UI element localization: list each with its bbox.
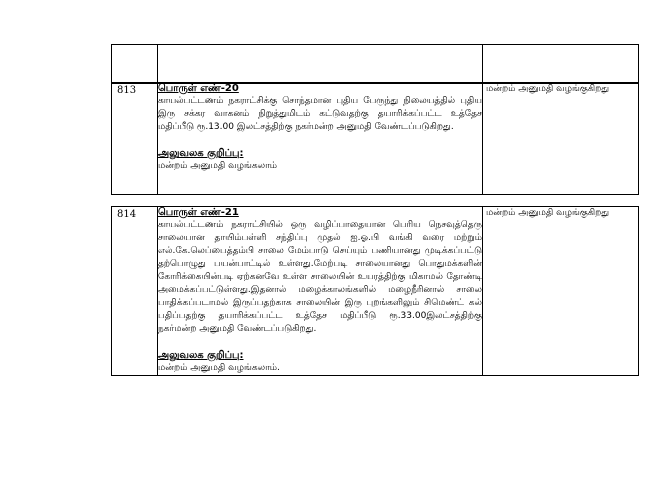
resolution-body-cell [158,207,483,376]
decision-cell [483,83,639,195]
council-decision: மன்றம் அனுமதி வழங்குகிறது [486,208,610,218]
table-row [112,83,639,195]
subject-heading: பொருள் எண்-21 [158,207,239,218]
table-top-fragment [111,44,639,84]
resolution-number: 814 [117,209,137,220]
office-note-heading: அலுவலக குறிப்பு: [158,350,244,361]
table-row-empty [112,45,639,84]
cell-number-empty [112,45,158,84]
subject-heading: பொருள் எண்-20 [158,83,239,94]
council-decision: மன்றம் அனுமதி வழங்குகிறது [486,84,610,94]
table-row [112,207,639,376]
cell-decision-empty [483,45,639,84]
cell-subject-empty [158,45,483,84]
subject-description: காயல்பட்டணம் நகராட்சிக்கு சொந்தமான புதிய பேருந்து நிலையத்தில் புதிய இரு சக்கர வாகனம் நிறுத்துமிடம் கட்டுவதற்கு தயாரிக்கப்பட்ட உத்தேச மதிப்பீடு ரூ.13.00 இலட்சத்திற்கு நகர்மன்ற அனுமதி வேண்டப்படுகிறது. [158,96,482,132]
office-note-text: மன்றம் அனுமதி வழங்கலாம். [158,363,280,373]
decision-cell [483,207,639,376]
resolution-number: 813 [117,85,137,96]
office-note-heading: அலுவலக குறிப்பு: [158,148,244,159]
resolution-table-814 [111,206,639,376]
office-note-text: மன்றம் அனுமதி வழங்கலாம் [158,161,278,171]
resolution-table-813 [111,82,639,195]
resolution-number-cell [112,207,158,376]
subject-description: காயல்பட்டணம் நகராட்சியில் ஒரு வழிப்பாதையான பெரிய நெசவுத்தெரு சாலையான தாயிம்பள்ளி சந்திப்பு முதல் ஐ.ஓ.பி வங்கி வரை மற்றும் எல்.கே.லெப்பைத்தம்பி சாலை மேம்பாடு செய்யும் பணியானது முடிக்கப்பட்டு தற்பொழுது பயன்பாட்டில் உள்ளது.மேற்படி சாலையானது பொதுமக்களின் கோரிக்கையின்படி ஏற்கனவே உள்ள சாலையின் உயரத்திற்கு மிகாமல் தோண்டி அமைக்கப்பட்டுள்ளது.இதனால் மழைக்காலங்களில் மழைநீரினால் சாலை பாதிக்கப்படாமல் இருப்பதற்காக சாலையின் இரு புறங்களிலும் சிமெண்ட் கல் பதிப்பதற்கு தயாரிக்கப்பட்ட உத்தேச மதிப்பீடு ரூ.33.00இலட்சத்திற்கு நகர்மன்ற அனுமதி வேண்டப்படுகிறது. [158,220,482,334]
resolution-body-cell [158,83,483,195]
resolution-number-cell [112,83,158,195]
